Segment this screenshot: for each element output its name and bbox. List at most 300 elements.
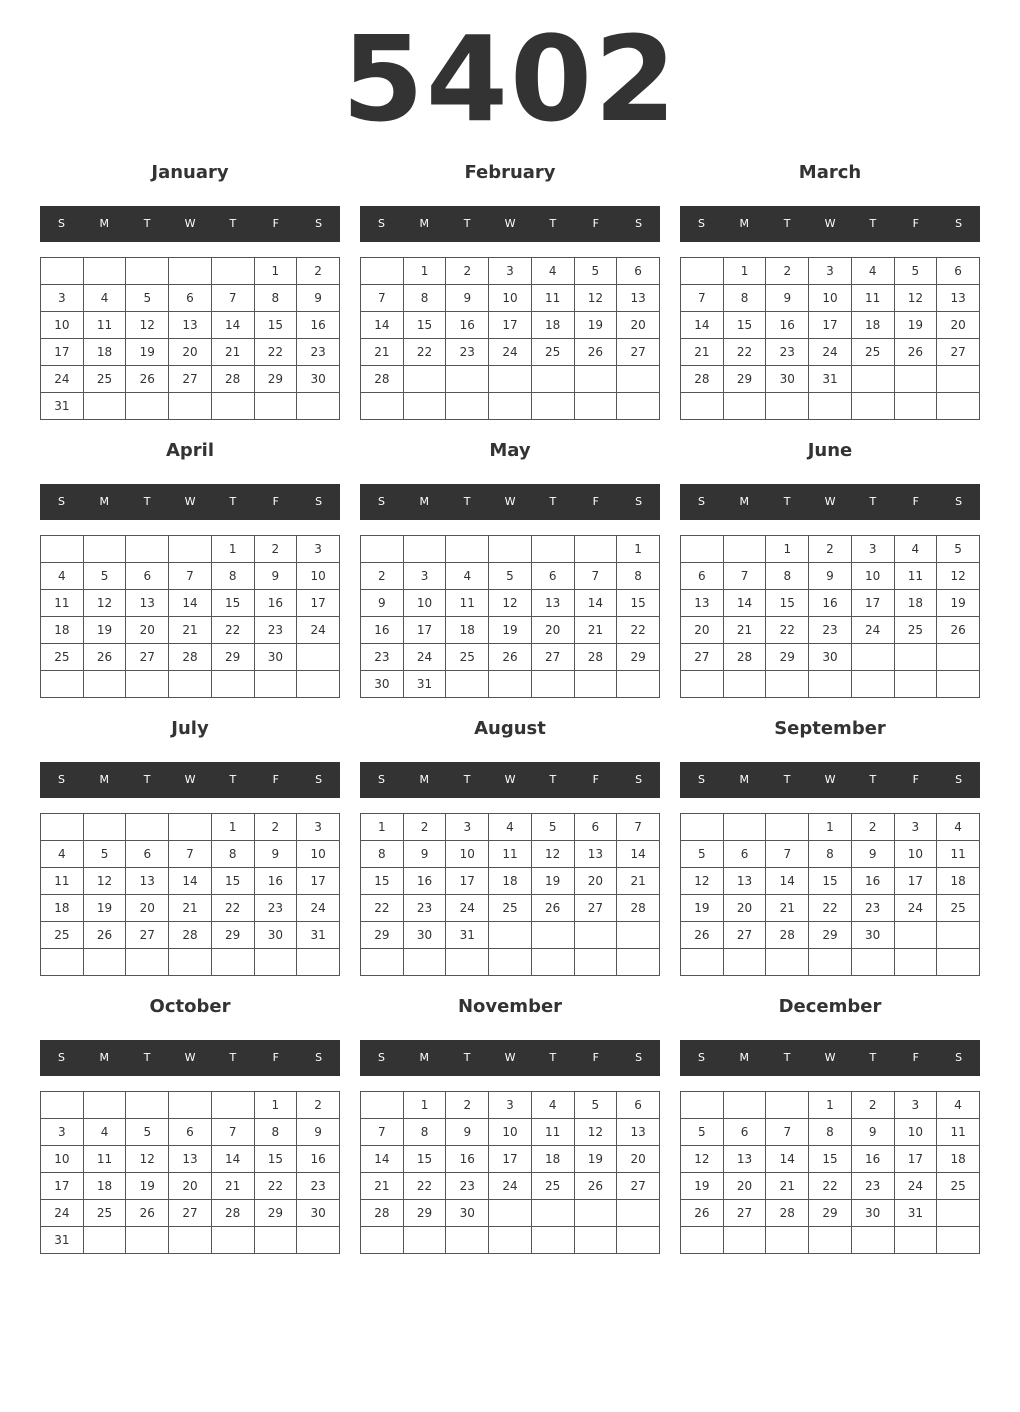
day-cell bbox=[446, 949, 489, 976]
week-row bbox=[41, 1200, 340, 1227]
day-cell: 20 bbox=[169, 339, 212, 366]
day-cell: 4 bbox=[446, 563, 489, 590]
week-row bbox=[41, 536, 340, 563]
day-cell: 2 bbox=[403, 814, 446, 841]
day-cell bbox=[403, 536, 446, 563]
day-cell bbox=[894, 671, 937, 698]
weekday-header bbox=[360, 762, 660, 798]
day-cell: 13 bbox=[723, 1146, 766, 1173]
day-cell: 23 bbox=[297, 339, 340, 366]
day-grid bbox=[40, 257, 340, 420]
day-cell: 24 bbox=[489, 1173, 532, 1200]
day-cell: 21 bbox=[681, 339, 724, 366]
day-cell: 13 bbox=[531, 590, 574, 617]
day-cell: 2 bbox=[297, 1092, 340, 1119]
weekday-header bbox=[680, 1040, 980, 1076]
day-cell: 25 bbox=[531, 1173, 574, 1200]
week-row bbox=[361, 366, 660, 393]
day-cell: 15 bbox=[766, 590, 809, 617]
day-cell bbox=[361, 258, 404, 285]
day-cell: 10 bbox=[41, 312, 84, 339]
weekday-label: M bbox=[739, 773, 750, 786]
day-cell bbox=[766, 393, 809, 420]
day-cell: 6 bbox=[531, 563, 574, 590]
weekday-label: F bbox=[272, 217, 279, 230]
day-cell: 19 bbox=[937, 590, 980, 617]
day-cell: 2 bbox=[851, 1092, 894, 1119]
day-cell: 30 bbox=[361, 671, 404, 698]
day-cell: 23 bbox=[446, 339, 489, 366]
day-cell bbox=[851, 671, 894, 698]
day-cell: 14 bbox=[169, 590, 212, 617]
day-cell bbox=[937, 922, 980, 949]
month-name: May bbox=[489, 440, 531, 461]
week-row bbox=[41, 258, 340, 285]
day-cell bbox=[169, 258, 212, 285]
week-row bbox=[361, 814, 660, 841]
day-cell: 8 bbox=[361, 841, 404, 868]
day-cell bbox=[894, 393, 937, 420]
day-cell: 27 bbox=[169, 1200, 212, 1227]
weekday-label: M bbox=[739, 495, 750, 508]
day-cell bbox=[894, 922, 937, 949]
day-cell: 21 bbox=[211, 1173, 254, 1200]
week-row bbox=[361, 1200, 660, 1227]
day-cell: 25 bbox=[851, 339, 894, 366]
day-cell: 20 bbox=[723, 1173, 766, 1200]
day-cell: 21 bbox=[361, 1173, 404, 1200]
month-name: December bbox=[778, 996, 882, 1017]
day-cell: 4 bbox=[41, 563, 84, 590]
weekday-label: T bbox=[783, 217, 791, 230]
day-cell: 19 bbox=[489, 617, 532, 644]
day-cell: 14 bbox=[211, 1146, 254, 1173]
week-row bbox=[681, 536, 980, 563]
day-cell bbox=[617, 1227, 660, 1254]
day-cell: 13 bbox=[617, 1119, 660, 1146]
weekday-label: T bbox=[869, 217, 877, 230]
day-cell: 20 bbox=[574, 868, 617, 895]
day-cell bbox=[531, 536, 574, 563]
day-cell: 18 bbox=[937, 1146, 980, 1173]
week-row bbox=[681, 563, 980, 590]
day-cell: 1 bbox=[809, 814, 852, 841]
day-cell bbox=[403, 949, 446, 976]
day-cell bbox=[126, 1227, 169, 1254]
weekday-label: S bbox=[377, 773, 385, 786]
day-cell: 16 bbox=[446, 1146, 489, 1173]
day-cell bbox=[531, 1200, 574, 1227]
day-cell: 17 bbox=[894, 1146, 937, 1173]
day-cell: 28 bbox=[169, 644, 212, 671]
day-cell bbox=[297, 644, 340, 671]
day-cell: 15 bbox=[809, 1146, 852, 1173]
day-cell bbox=[723, 949, 766, 976]
day-cell: 6 bbox=[617, 258, 660, 285]
day-cell: 11 bbox=[83, 1146, 126, 1173]
day-cell: 31 bbox=[41, 393, 84, 420]
year-title: 5402 bbox=[341, 10, 679, 148]
weekday-label: T bbox=[463, 495, 471, 508]
day-cell: 5 bbox=[937, 536, 980, 563]
day-cell bbox=[126, 949, 169, 976]
day-cell: 27 bbox=[723, 1200, 766, 1227]
weekday-label: M bbox=[419, 773, 430, 786]
day-cell: 5 bbox=[681, 841, 724, 868]
weekday-label: T bbox=[143, 1051, 151, 1064]
day-cell: 3 bbox=[851, 536, 894, 563]
day-cell: 13 bbox=[169, 1146, 212, 1173]
day-cell: 2 bbox=[446, 258, 489, 285]
day-cell bbox=[937, 671, 980, 698]
day-cell: 25 bbox=[937, 895, 980, 922]
week-row bbox=[41, 312, 340, 339]
day-cell: 10 bbox=[894, 1119, 937, 1146]
day-cell: 10 bbox=[489, 285, 532, 312]
day-cell: 6 bbox=[126, 563, 169, 590]
day-cell: 12 bbox=[126, 312, 169, 339]
weekday-header bbox=[680, 206, 980, 242]
weekday-label: S bbox=[315, 1051, 323, 1064]
day-cell: 8 bbox=[254, 1119, 297, 1146]
day-cell: 30 bbox=[297, 1200, 340, 1227]
day-cell: 2 bbox=[851, 814, 894, 841]
day-cell bbox=[809, 393, 852, 420]
weekday-label: M bbox=[99, 1051, 110, 1064]
day-cell: 15 bbox=[809, 868, 852, 895]
week-row bbox=[41, 617, 340, 644]
weekday-header bbox=[680, 762, 980, 798]
day-cell: 1 bbox=[254, 1092, 297, 1119]
day-cell: 24 bbox=[297, 617, 340, 644]
weekday-label: F bbox=[592, 773, 599, 786]
day-cell: 22 bbox=[254, 339, 297, 366]
day-cell: 15 bbox=[617, 590, 660, 617]
weekday-label: T bbox=[229, 217, 237, 230]
weekday-label: W bbox=[824, 1051, 836, 1064]
day-cell: 18 bbox=[41, 617, 84, 644]
week-row bbox=[681, 1227, 980, 1254]
day-cell: 18 bbox=[446, 617, 489, 644]
day-cell bbox=[766, 1227, 809, 1254]
day-cell bbox=[574, 671, 617, 698]
weekday-label: S bbox=[57, 217, 65, 230]
day-cell: 17 bbox=[894, 868, 937, 895]
day-cell bbox=[937, 949, 980, 976]
day-cell: 9 bbox=[361, 590, 404, 617]
day-cell: 28 bbox=[766, 1200, 809, 1227]
day-cell: 7 bbox=[169, 563, 212, 590]
weekday-label: M bbox=[419, 217, 430, 230]
day-cell: 4 bbox=[83, 1119, 126, 1146]
day-cell: 5 bbox=[83, 841, 126, 868]
day-grid bbox=[40, 1091, 340, 1254]
day-cell bbox=[894, 366, 937, 393]
day-cell: 23 bbox=[446, 1173, 489, 1200]
day-cell: 7 bbox=[169, 841, 212, 868]
week-row bbox=[41, 1227, 340, 1254]
day-cell: 3 bbox=[297, 536, 340, 563]
day-cell bbox=[361, 949, 404, 976]
day-cell: 3 bbox=[41, 285, 84, 312]
day-cell: 30 bbox=[297, 366, 340, 393]
day-cell: 9 bbox=[297, 285, 340, 312]
day-cell: 16 bbox=[446, 312, 489, 339]
day-cell: 16 bbox=[851, 1146, 894, 1173]
day-cell: 19 bbox=[681, 1173, 724, 1200]
weekday-header bbox=[360, 206, 660, 242]
day-cell: 3 bbox=[489, 1092, 532, 1119]
weekday-label: S bbox=[377, 1051, 385, 1064]
day-cell: 29 bbox=[766, 644, 809, 671]
day-cell: 14 bbox=[723, 590, 766, 617]
week-row bbox=[361, 312, 660, 339]
day-cell: 11 bbox=[41, 868, 84, 895]
day-cell bbox=[531, 671, 574, 698]
day-cell: 6 bbox=[574, 814, 617, 841]
day-cell: 11 bbox=[937, 1119, 980, 1146]
day-cell bbox=[446, 536, 489, 563]
day-cell bbox=[681, 1092, 724, 1119]
weekday-label: W bbox=[184, 495, 196, 508]
day-cell: 14 bbox=[361, 1146, 404, 1173]
day-cell: 8 bbox=[617, 563, 660, 590]
day-cell: 17 bbox=[41, 339, 84, 366]
day-cell: 2 bbox=[766, 258, 809, 285]
day-cell bbox=[254, 1227, 297, 1254]
day-cell: 21 bbox=[766, 895, 809, 922]
week-row bbox=[361, 1092, 660, 1119]
day-cell bbox=[937, 366, 980, 393]
weekday-label: S bbox=[955, 1051, 963, 1064]
day-cell: 14 bbox=[766, 868, 809, 895]
day-cell: 15 bbox=[211, 868, 254, 895]
day-cell: 14 bbox=[617, 841, 660, 868]
day-cell bbox=[681, 814, 724, 841]
day-cell: 25 bbox=[41, 922, 84, 949]
day-cell: 4 bbox=[83, 285, 126, 312]
weekday-label: T bbox=[549, 1051, 557, 1064]
day-cell: 16 bbox=[361, 617, 404, 644]
day-cell: 30 bbox=[766, 366, 809, 393]
day-cell: 26 bbox=[531, 895, 574, 922]
day-cell bbox=[809, 1227, 852, 1254]
day-cell: 21 bbox=[211, 339, 254, 366]
day-cell bbox=[41, 671, 84, 698]
weekday-label: W bbox=[824, 773, 836, 786]
weekday-label: S bbox=[315, 217, 323, 230]
day-cell: 7 bbox=[211, 1119, 254, 1146]
day-cell: 8 bbox=[211, 563, 254, 590]
day-cell: 31 bbox=[41, 1227, 84, 1254]
day-cell: 10 bbox=[809, 285, 852, 312]
day-cell: 27 bbox=[937, 339, 980, 366]
day-cell bbox=[574, 922, 617, 949]
week-row bbox=[41, 285, 340, 312]
weekday-label: T bbox=[143, 495, 151, 508]
weekday-label: F bbox=[592, 495, 599, 508]
day-cell bbox=[169, 814, 212, 841]
day-cell bbox=[83, 814, 126, 841]
day-cell: 17 bbox=[851, 590, 894, 617]
week-row bbox=[361, 393, 660, 420]
weekday-label: T bbox=[783, 1051, 791, 1064]
day-cell: 6 bbox=[126, 841, 169, 868]
day-cell bbox=[297, 949, 340, 976]
week-row bbox=[361, 339, 660, 366]
day-cell: 9 bbox=[766, 285, 809, 312]
day-cell: 10 bbox=[297, 563, 340, 590]
day-cell bbox=[254, 393, 297, 420]
month-name: August bbox=[474, 718, 546, 739]
day-cell bbox=[169, 393, 212, 420]
day-cell: 24 bbox=[894, 1173, 937, 1200]
weekday-label: S bbox=[57, 1051, 65, 1064]
week-row bbox=[361, 922, 660, 949]
day-cell: 1 bbox=[403, 1092, 446, 1119]
day-cell: 3 bbox=[809, 258, 852, 285]
day-cell bbox=[489, 536, 532, 563]
day-grid bbox=[680, 813, 980, 976]
month-name: February bbox=[464, 162, 556, 183]
day-cell bbox=[126, 536, 169, 563]
week-row bbox=[681, 1200, 980, 1227]
day-cell: 29 bbox=[809, 922, 852, 949]
weekday-header bbox=[360, 1040, 660, 1076]
day-cell: 29 bbox=[211, 644, 254, 671]
weekday-header bbox=[40, 1040, 340, 1076]
day-cell: 25 bbox=[894, 617, 937, 644]
day-cell: 28 bbox=[211, 1200, 254, 1227]
day-cell bbox=[681, 536, 724, 563]
day-cell: 3 bbox=[41, 1119, 84, 1146]
day-cell: 3 bbox=[403, 563, 446, 590]
day-cell: 8 bbox=[809, 1119, 852, 1146]
week-row bbox=[41, 814, 340, 841]
day-cell: 16 bbox=[766, 312, 809, 339]
weekday-header bbox=[40, 206, 340, 242]
day-cell: 13 bbox=[126, 868, 169, 895]
day-cell: 19 bbox=[894, 312, 937, 339]
day-cell: 12 bbox=[83, 590, 126, 617]
week-row bbox=[361, 895, 660, 922]
day-cell bbox=[617, 671, 660, 698]
week-row bbox=[681, 1146, 980, 1173]
weekday-label: S bbox=[57, 495, 65, 508]
day-cell: 9 bbox=[446, 1119, 489, 1146]
week-row bbox=[681, 1092, 980, 1119]
weekday-header bbox=[360, 484, 660, 520]
day-cell bbox=[169, 949, 212, 976]
weekday-label: M bbox=[739, 217, 750, 230]
weekday-label: T bbox=[869, 495, 877, 508]
day-cell bbox=[937, 1200, 980, 1227]
day-cell bbox=[297, 671, 340, 698]
weekday-label: F bbox=[272, 495, 279, 508]
day-cell: 12 bbox=[531, 841, 574, 868]
day-cell: 27 bbox=[169, 366, 212, 393]
day-cell: 20 bbox=[126, 617, 169, 644]
day-cell: 19 bbox=[574, 312, 617, 339]
day-cell: 28 bbox=[361, 366, 404, 393]
day-cell bbox=[681, 1227, 724, 1254]
day-cell: 18 bbox=[83, 339, 126, 366]
day-cell bbox=[83, 949, 126, 976]
day-cell bbox=[723, 1092, 766, 1119]
day-cell: 9 bbox=[254, 563, 297, 590]
day-grid bbox=[680, 257, 980, 420]
day-cell: 9 bbox=[851, 841, 894, 868]
week-row bbox=[361, 590, 660, 617]
day-cell bbox=[446, 671, 489, 698]
week-row bbox=[41, 922, 340, 949]
week-row bbox=[681, 258, 980, 285]
day-cell: 1 bbox=[723, 258, 766, 285]
day-cell: 4 bbox=[41, 841, 84, 868]
day-cell bbox=[681, 393, 724, 420]
day-cell bbox=[531, 393, 574, 420]
day-cell: 1 bbox=[403, 258, 446, 285]
day-cell: 7 bbox=[211, 285, 254, 312]
day-cell: 24 bbox=[851, 617, 894, 644]
day-cell: 16 bbox=[297, 1146, 340, 1173]
day-cell: 29 bbox=[361, 922, 404, 949]
day-cell: 28 bbox=[169, 922, 212, 949]
weekday-label: M bbox=[739, 1051, 750, 1064]
day-cell bbox=[681, 949, 724, 976]
day-cell: 31 bbox=[297, 922, 340, 949]
weekday-label: W bbox=[504, 773, 516, 786]
day-cell bbox=[851, 366, 894, 393]
week-row bbox=[41, 841, 340, 868]
day-cell: 5 bbox=[126, 1119, 169, 1146]
day-cell bbox=[574, 393, 617, 420]
day-cell: 1 bbox=[617, 536, 660, 563]
day-cell: 11 bbox=[83, 312, 126, 339]
week-row bbox=[41, 339, 340, 366]
day-cell: 28 bbox=[723, 644, 766, 671]
weekday-label: M bbox=[99, 773, 110, 786]
weekday-header bbox=[40, 762, 340, 798]
day-cell bbox=[361, 1227, 404, 1254]
day-cell: 15 bbox=[403, 1146, 446, 1173]
month-name: July bbox=[171, 718, 209, 739]
day-cell bbox=[83, 258, 126, 285]
day-cell bbox=[126, 814, 169, 841]
day-cell bbox=[361, 536, 404, 563]
weekday-label: W bbox=[184, 1051, 196, 1064]
weekday-label: W bbox=[824, 495, 836, 508]
week-row bbox=[41, 366, 340, 393]
day-cell bbox=[297, 1227, 340, 1254]
day-cell: 2 bbox=[809, 536, 852, 563]
day-cell: 14 bbox=[766, 1146, 809, 1173]
week-row bbox=[41, 949, 340, 976]
day-cell bbox=[126, 393, 169, 420]
weekday-label: T bbox=[229, 495, 237, 508]
day-cell: 1 bbox=[254, 258, 297, 285]
weekday-label: S bbox=[635, 495, 643, 508]
weekday-header bbox=[40, 484, 340, 520]
week-row bbox=[361, 949, 660, 976]
day-cell bbox=[297, 393, 340, 420]
day-cell: 2 bbox=[361, 563, 404, 590]
day-cell bbox=[617, 922, 660, 949]
day-cell: 5 bbox=[681, 1119, 724, 1146]
day-cell bbox=[766, 671, 809, 698]
day-cell: 3 bbox=[894, 1092, 937, 1119]
day-cell bbox=[489, 366, 532, 393]
